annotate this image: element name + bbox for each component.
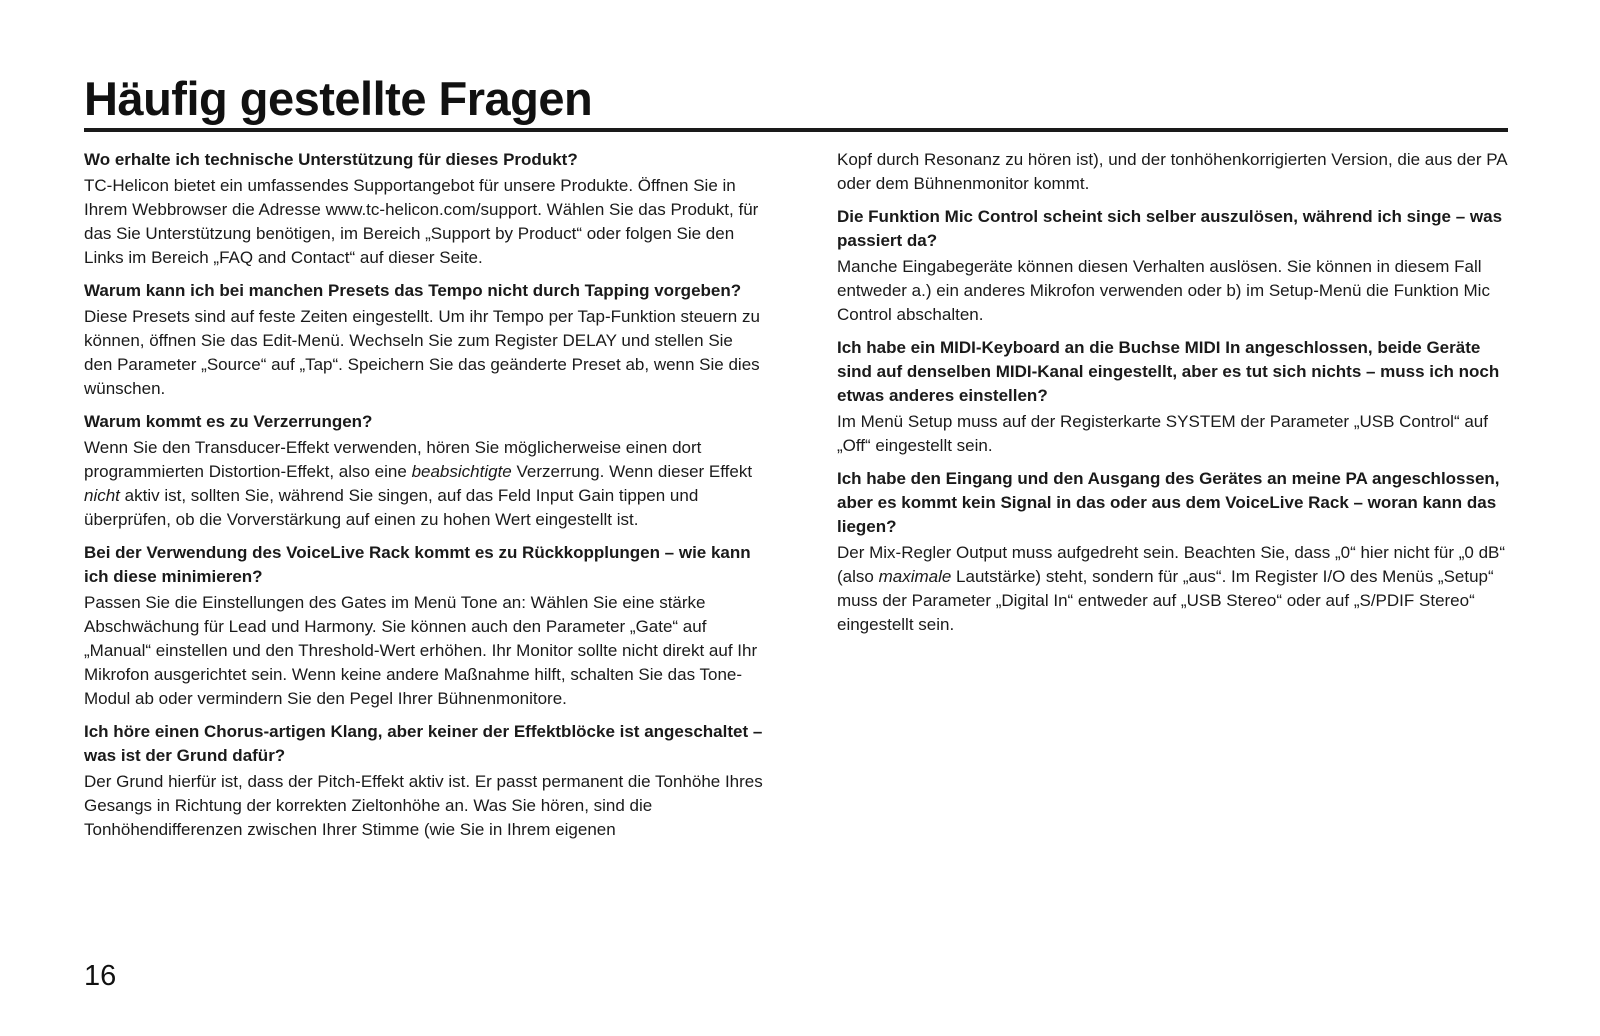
faq-item-mic-control: [837, 205, 1509, 327]
answer-text: Verzerrung. Wenn dieser Effekt: [511, 462, 753, 481]
answer-text: Lautstärke) steht, sondern für „aus“. Im Register I/O des Menüs „Setup“ muss der Parameter „Digital In“ entweder auf „USB Stereo“ oder auf „S/PDIF Stereo“ eingestellt sein.: [837, 567, 1494, 634]
faq-item-chorus-continued: [837, 148, 1509, 196]
faq-item-tempo-tapping: [84, 279, 764, 401]
faq-item-distortion: [84, 410, 764, 532]
faq-item-no-signal: [837, 467, 1509, 637]
faq-question: Warum kann ich bei manchen Presets das Tempo nicht durch Tapping vorgeben?: [84, 281, 742, 300]
faq-answer: [84, 436, 764, 532]
faq-question: Ich höre einen Chorus-artigen Klang, aber keiner der Effektblöcke ist angeschaltet – was ist der Grund dafür?: [84, 722, 763, 765]
page-title: Häufig gestellte Fragen: [84, 72, 593, 125]
faq-question: Ich habe ein MIDI-Keyboard an die Buchse MIDI In angeschlossen, beide Geräte sind auf denselben MIDI-Kanal eingestellt, aber es tut sich nichts – muss ich noch etwas anderes einstellen?: [837, 338, 1500, 405]
faq-answer: [837, 541, 1509, 637]
faq-answer: TC-Helicon bietet ein umfassendes Supportangebot für unsere Produkte. Öffnen Sie in Ihrem Webbrowser die Adresse www.tc-helicon.com/support. Wählen Sie das Produkt, für das Sie Unterstützung benötigen, im Bereich „Support by Product“ oder folgen Sie den Links im Bereich „FAQ and Contact“ auf dieser Seite.: [84, 176, 759, 267]
faq-answer-continuation: Kopf durch Resonanz zu hören ist), und der tonhöhenkorrigierten Version, die aus der PA oder dem Bühnenmonitor kommt.: [837, 150, 1507, 193]
faq-question: Warum kommt es zu Verzerrungen?: [84, 412, 373, 431]
faq-question: Wo erhalte ich technische Unterstützung für dieses Produkt?: [84, 150, 578, 169]
faq-answer: Manche Eingabegeräte können diesen Verhalten auslösen. Sie können in diesem Fall entweder a.) ein anderes Mikrofon verwenden oder b) im Setup-Menü die Funktion Mic Control abschalten.: [837, 257, 1490, 324]
faq-answer: Im Menü Setup muss auf der Registerkarte SYSTEM der Parameter „USB Control“ auf „Off“ eingestellt sein.: [837, 412, 1488, 455]
faq-item-midi-keyboard: [837, 336, 1509, 458]
faq-answer: Der Grund hierfür ist, dass der Pitch-Effekt aktiv ist. Er passt permanent die Tonhöhe Ihres Gesangs in Richtung der korrekten Zieltonhöhe an. Was Sie hören, sind die Tonhöhendifferenzen zwischen Ihrer Stimme (wie Sie in Ihrem eigenen: [84, 772, 763, 839]
faq-item-chorus: [84, 720, 764, 842]
faq-item-feedback: [84, 541, 764, 711]
answer-text: aktiv ist, sollten Sie, während Sie singen, auf das Feld Input Gain tippen und überprüfen, ob die Vorverstärkung auf einen zu hohen Wert eingestellt ist.: [84, 486, 699, 529]
page-number: 16: [84, 960, 117, 992]
faq-item-support: [84, 148, 764, 270]
answer-emphasis: beabsichtigte: [411, 462, 512, 481]
left-column: [84, 148, 764, 851]
faq-question: Bei der Verwendung des VoiceLive Rack kommt es zu Rückkopplungen – wie kann ich diese minimieren?: [84, 543, 751, 586]
faq-answer: Passen Sie die Einstellungen des Gates im Menü Tone an: Wählen Sie eine stärke Abschwächung für Lead und Harmony. Sie können auch den Parameter „Gate“ auf „Manual“ einstellen und den Threshold-Wert erhöhen. Ihr Monitor sollte nicht direkt auf Ihr Mikrofon ausgerichtet sein. Wenn keine andere Maßnahme hilft, schalten Sie das Tone-Modul ab oder vermindern Sie den Pegel Ihrer Bühnenmonitore.: [84, 593, 758, 708]
answer-emphasis: maximale: [878, 567, 952, 586]
title-rule: [84, 128, 1508, 132]
answer-text: Wenn Sie den Transducer-Effekt verwenden, hören Sie möglicherweise einen dort programmierten Distortion-Effekt, also eine: [84, 438, 702, 481]
answer-text: Der Mix-Regler Output muss aufgedreht sein. Beachten Sie, dass „0“ hier nicht für „0 dB“ (also: [837, 543, 1506, 586]
right-column: [837, 148, 1509, 646]
faq-question: Die Funktion Mic Control scheint sich selber auszulösen, während ich singe – was passiert da?: [837, 207, 1503, 250]
faq-question: Ich habe den Eingang und den Ausgang des Gerätes an meine PA angeschlossen, aber es kommt kein Signal in das oder aus dem VoiceLive Rack – woran kann das liegen?: [837, 469, 1500, 536]
answer-emphasis: nicht: [84, 486, 120, 505]
faq-answer: Diese Presets sind auf feste Zeiten eingestellt. Um ihr Tempo per Tap-Funktion steuern zu können, öffnen Sie das Edit-Menü. Wechseln Sie zum Register DELAY und stellen Sie den Parameter „Source“ auf „Tap“. Speichern Sie das geänderte Preset ab, wenn Sie dies wünschen.: [84, 307, 760, 398]
